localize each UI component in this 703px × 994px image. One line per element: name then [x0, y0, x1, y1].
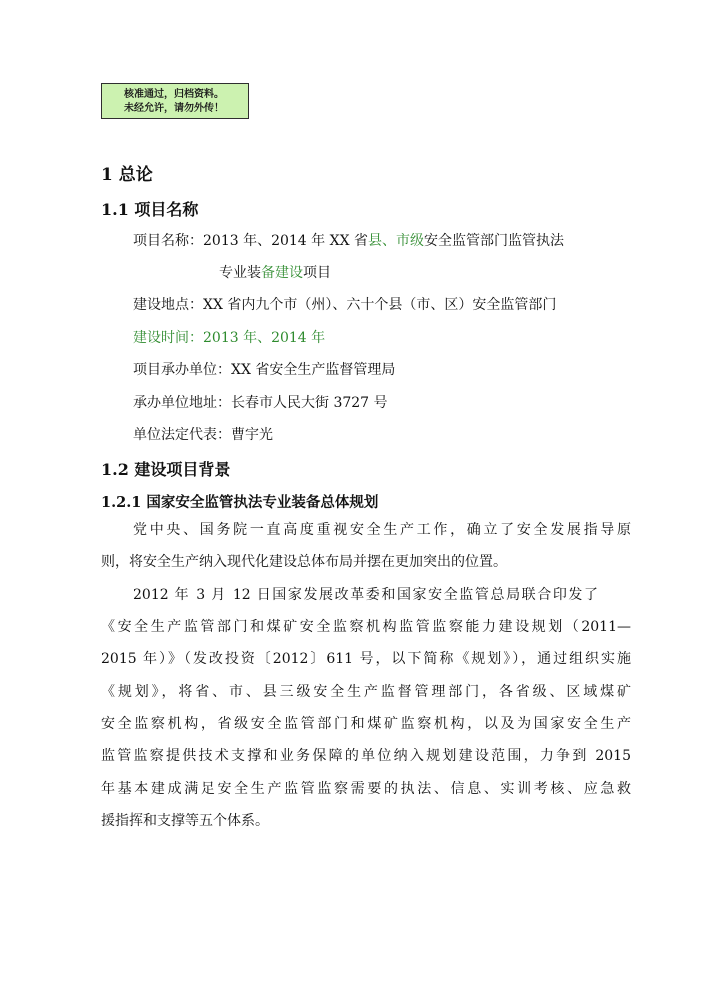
para1-line-2: 则，将安全生产纳入现代化建设总体布局并摆在更加突出的位置。 [101, 554, 507, 570]
para2-line-4: 《规划》，将省、市、县三级安全生产监督管理部门，各省级、区域煤矿 [101, 684, 631, 700]
para1-line-1: 党中央、国务院一直高度重视安全生产工作，确立了安全发展指导原 [133, 522, 631, 538]
project-name-line-1 [133, 231, 564, 251]
construction-location: 建设地点：XX 省内九个市（州）、六十个县（市、区）安全监管部门 [133, 297, 557, 313]
section-heading-1-2-1: 1.2.1 国家安全监管执法专业装备总体规划 [101, 494, 379, 511]
section-heading-1-1: 1.1 项目名称 [101, 200, 199, 219]
stamp-line-2: 未经允许，请勿外传！ [124, 103, 224, 114]
project-name2-part-c: 项目 [303, 265, 331, 281]
para2-line-7: 年基本建成满足安全生产监管监察需要的执法、信息、实训考核、应急救 [101, 781, 631, 797]
approval-stamp [101, 83, 249, 119]
undertaker-address: 承办单位地址：长春市人民大街 3727 号 [133, 395, 388, 411]
para2-line-8: 援指挥和支撑等五个体系。 [101, 813, 269, 829]
project-name-part-c: 安全监管部门监管执法 [424, 233, 564, 249]
section-heading-1-2: 1.2 建设项目背景 [101, 460, 231, 479]
project-name2-part-b: 备建设 [261, 265, 303, 281]
project-name-part-a: 项目名称：2013 年、2014 年 XX 省 [133, 233, 368, 249]
project-name-part-b: 县、市级 [368, 233, 424, 249]
chapter-heading: 1 总论 [101, 165, 153, 185]
stamp-line-1: 核准通过，归档资料。 [124, 89, 224, 100]
para2-line-3: 2015 年）》（发改投资〔2012〕611 号，以下简称《规划》），通过组织实施 [101, 651, 631, 667]
para2-line-1: 2012 年 3 月 12 日国家发展改革委和国家安全监管总局联合印发了 [133, 587, 598, 603]
construction-time: 建设时间：2013 年、2014 年 [133, 330, 326, 346]
legal-representative: 单位法定代表：曹宇光 [133, 427, 273, 443]
project-name-line-2 [219, 263, 331, 283]
para2-line-6: 监管监察提供技术支撑和业务保障的单位纳入规划建设范围，力争到 2015 [101, 748, 631, 764]
project-name2-part-a: 专业装 [219, 265, 261, 281]
para2-line-2: 《安全生产监管部门和煤矿安全监察机构监管监察能力建设规划（2011— [101, 619, 631, 635]
project-undertaker: 项目承办单位：XX 省安全生产监督管理局 [133, 362, 396, 378]
para2-line-5: 安全监察机构，省级安全监管部门和煤矿监察机构，以及为国家安全生产 [101, 716, 631, 732]
